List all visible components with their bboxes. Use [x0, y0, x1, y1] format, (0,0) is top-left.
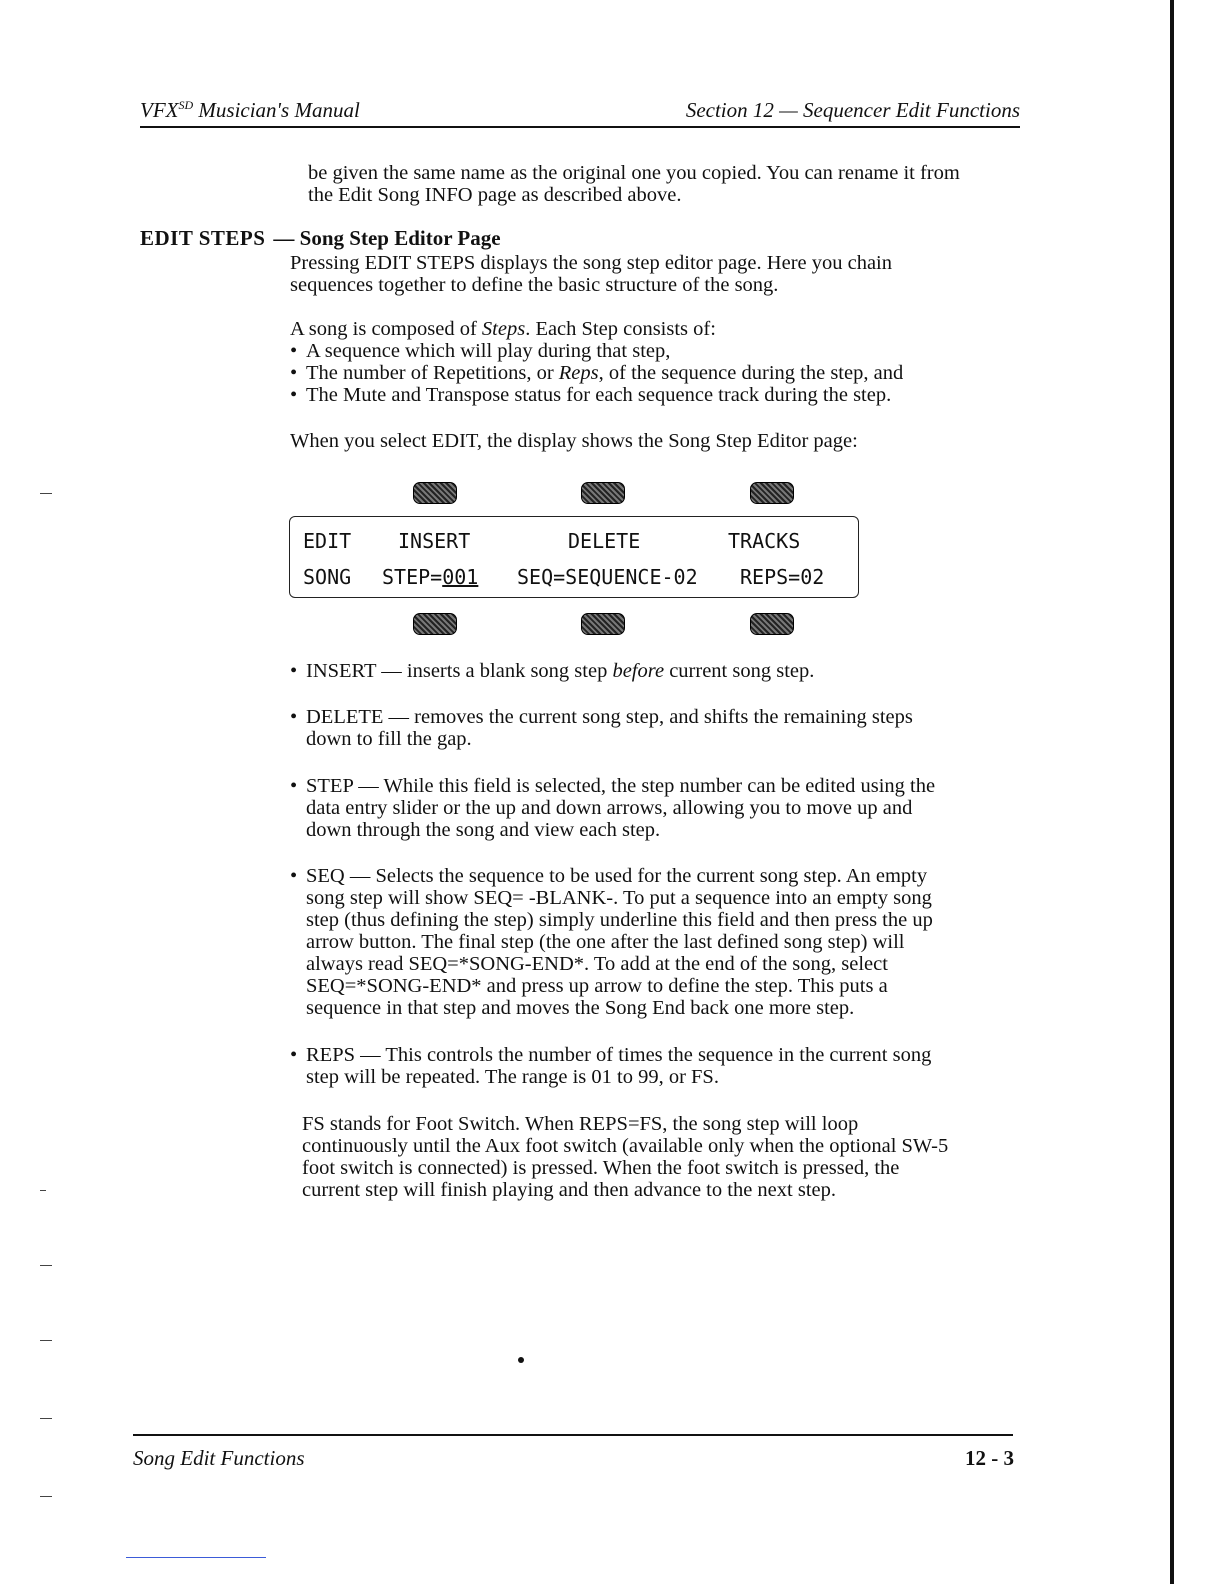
intro-line-1: be given the same name as the original one you copied. You can rename it from: [308, 162, 960, 184]
margin-tick: [40, 1190, 46, 1191]
reps-description: [290, 1044, 1020, 1088]
manual-title-prefix: VFX: [140, 98, 179, 122]
para-2-start: A song is composed of: [290, 318, 482, 340]
page-number: 12 - 3: [965, 1446, 1014, 1470]
reps-line-1: REPS — This controls the number of times the sequence in the current song: [306, 1044, 932, 1066]
para-2-end: . Each Step consists of:: [525, 318, 716, 340]
bullet-2-end: , of the sequence during the step, and: [598, 362, 904, 384]
lcd-step-field: [382, 565, 478, 589]
seq-line-7: sequence in that step and moves the Song End back one more step.: [306, 997, 855, 1019]
lcd-seq-field: SEQ=SEQUENCE-02: [517, 565, 698, 589]
margin-tick: [40, 1496, 52, 1497]
list-item: • The Mute and Transpose status for each sequence track during the step.: [290, 384, 1020, 406]
bullet-icon: •: [290, 1044, 298, 1066]
seq-line-2: song step will show SEQ= -BLANK-. To put a sequence into an empty song: [306, 887, 932, 909]
running-header-right: Section 12 — Sequencer Edit Functions: [685, 98, 1020, 122]
soft-button-top-3: [750, 482, 794, 504]
page-binding-edge: [1170, 0, 1174, 1584]
para-2-emphasis: Steps: [481, 318, 526, 340]
step-description: [290, 775, 1020, 841]
list-item: [290, 362, 1020, 384]
section-para-1-line-2: sequences together to define the basic structure of the song.: [290, 274, 779, 296]
lcd-edit: EDIT: [303, 529, 352, 553]
manual-title-suffix: Musician's Manual: [193, 98, 360, 122]
section-para-3: When you select EDIT, the display shows the Song Step Editor page:: [290, 430, 858, 452]
bullet-icon: •: [290, 775, 298, 797]
section-heading: [140, 226, 501, 251]
scan-dot: [518, 1357, 524, 1363]
running-header-left: [140, 98, 360, 123]
fs-line-2: continuously until the Aux foot switch (available only when the optional SW-5: [302, 1135, 949, 1157]
insert-description: [290, 660, 1020, 682]
insert-text-start: INSERT — inserts a blank song step: [306, 660, 613, 682]
seq-line-5: always read SEQ=*SONG-END*. To add at the end of the song, select: [306, 953, 888, 975]
header-rule: [140, 126, 1020, 128]
margin-tick: [40, 493, 52, 494]
margin-tick: [40, 1340, 52, 1341]
lcd-step-label: STEP=: [382, 565, 443, 589]
step-line-1: STEP — While this field is selected, the step number can be edited using the: [306, 775, 936, 797]
lcd-tracks: TRACKS: [728, 529, 801, 553]
lcd-delete: DELETE: [568, 529, 641, 553]
delete-line-1: DELETE — removes the current song step, and shifts the remaining steps: [306, 706, 913, 728]
step-components-list: [290, 340, 1020, 406]
footswitch-paragraph: [302, 1113, 1022, 1201]
seq-line-4: arrow button. The final step (the one after the last defined song step) will: [306, 931, 905, 953]
bullet-2-emphasis: Reps: [558, 362, 599, 384]
section-label: EDIT STEPS: [140, 226, 266, 250]
step-line-3: down through the song and view each step.: [306, 819, 661, 841]
bottom-edge-line: [126, 1557, 266, 1558]
bullet-icon: •: [290, 865, 298, 887]
soft-button-bottom-2: [581, 613, 625, 635]
reps-line-2: step will be repeated. The range is 01 to 99, or FS.: [306, 1066, 719, 1088]
intro-paragraph: [308, 162, 1028, 206]
step-line-2: data entry slider or the up and down arrows, allowing you to move up and: [306, 797, 913, 819]
section-para-2: [290, 318, 1010, 340]
margin-tick: [40, 1418, 52, 1419]
seq-line-6: SEQ=*SONG-END* and press up arrow to define the step. This puts a: [306, 975, 888, 997]
soft-button-top-2: [581, 482, 625, 504]
insert-text-end: current song step.: [664, 660, 815, 682]
footer-rule: [133, 1434, 1013, 1436]
lcd-song: SONG: [303, 565, 352, 589]
bullet-2-start: The number of Repetitions, or: [306, 362, 559, 384]
insert-emphasis: before: [612, 660, 665, 682]
soft-button-bottom-3: [750, 613, 794, 635]
soft-button-top-1: [413, 482, 457, 504]
section-para-1: [290, 252, 1010, 296]
seq-line-1: SEQ — Selects the sequence to be used for the current song step. An empty: [306, 865, 928, 887]
delete-line-2: down to fill the gap.: [306, 728, 472, 750]
lcd-step-value: 001: [442, 565, 479, 589]
bullet-icon: •: [290, 660, 298, 682]
seq-description: [290, 865, 1020, 1019]
lcd-display: [289, 516, 859, 598]
manual-title-sup: SD: [178, 98, 194, 112]
footer-section-name: Song Edit Functions: [133, 1446, 305, 1470]
fs-line-1: FS stands for Foot Switch. When REPS=FS, the song step will loop: [302, 1113, 859, 1135]
section-title: — Song Step Editor Page: [273, 226, 501, 250]
section-para-1-line-1: Pressing EDIT STEPS displays the song step editor page. Here you chain: [290, 252, 893, 274]
lcd-reps-field: REPS=02: [740, 565, 825, 589]
soft-button-bottom-1: [413, 613, 457, 635]
margin-tick: [40, 1265, 52, 1266]
delete-description: [290, 706, 1020, 750]
bullet-icon: •: [290, 706, 298, 728]
fs-line-4: current step will finish playing and then advance to the next step.: [302, 1179, 836, 1201]
intro-line-2: the Edit Song INFO page as described above.: [308, 184, 682, 206]
lcd-insert: INSERT: [398, 529, 471, 553]
fs-line-3: foot switch is connected) is pressed. When the foot switch is pressed, the: [302, 1157, 900, 1179]
seq-line-3: step (thus defining the step) simply underline this field and then press the up: [306, 909, 933, 931]
list-item: • A sequence which will play during that step,: [290, 340, 1020, 362]
